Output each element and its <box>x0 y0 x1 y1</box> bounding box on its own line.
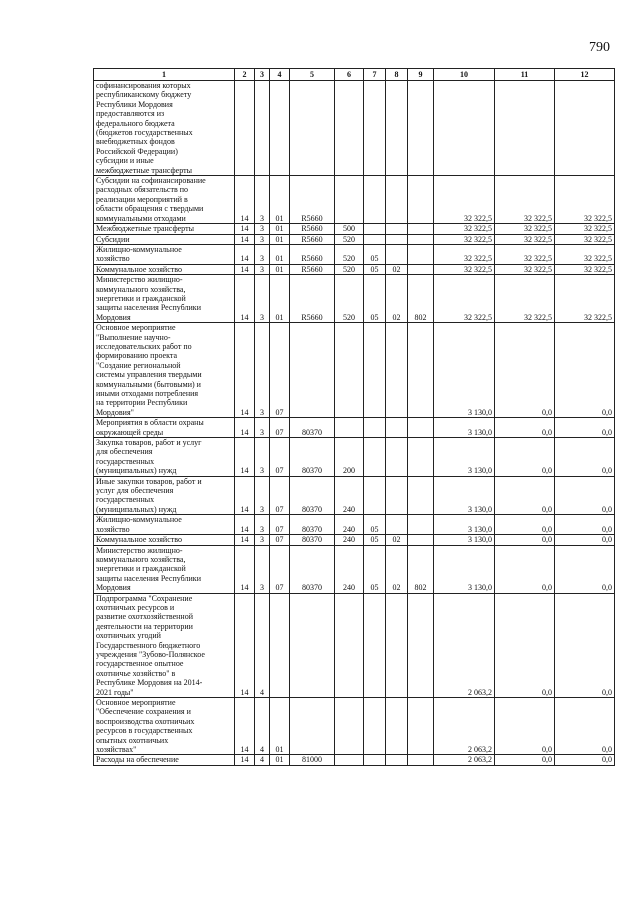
column-header: 3 <box>255 69 270 81</box>
table-cell: 0,0 <box>555 438 615 477</box>
row-name-cell: Министерство жилищно- коммунального хозяйства, энергетики и гражданской защиты населения Республики Мордовия <box>94 545 235 593</box>
table-cell: 32 322,5 <box>555 234 615 244</box>
table-cell: 0,0 <box>495 515 555 535</box>
table-cell: 05 <box>364 244 386 264</box>
table-cell: 3 <box>255 234 270 244</box>
table-row <box>94 81 615 176</box>
table-cell: 05 <box>364 515 386 535</box>
table-row <box>94 418 615 438</box>
table-row <box>94 264 615 274</box>
table-cell: R5660 <box>290 176 335 224</box>
table-cell <box>290 698 335 755</box>
table-cell <box>386 323 408 418</box>
table-cell <box>364 176 386 224</box>
table-cell <box>364 81 386 176</box>
table-cell: 0,0 <box>555 535 615 545</box>
table-cell: 01 <box>270 698 290 755</box>
table-cell: 14 <box>235 234 255 244</box>
table-cell: 802 <box>408 275 434 323</box>
column-header: 1 <box>94 69 235 81</box>
table-cell: 14 <box>235 418 255 438</box>
row-name-cell: Мероприятия в области охраны окружающей среды <box>94 418 235 438</box>
table-cell <box>335 755 364 765</box>
table-cell: 32 322,5 <box>555 275 615 323</box>
table-cell <box>335 323 364 418</box>
table-cell: 14 <box>235 476 255 515</box>
column-header: 4 <box>270 69 290 81</box>
table-cell <box>408 176 434 224</box>
table-cell <box>408 438 434 477</box>
table-cell <box>386 515 408 535</box>
table-cell <box>364 234 386 244</box>
row-name-cell: Министерство жилищно- коммунального хозяйства, энергетики и гражданской защиты населения Республики Мордовия <box>94 275 235 323</box>
table-cell: 07 <box>270 545 290 593</box>
table-cell: 520 <box>335 234 364 244</box>
table-cell: 3 <box>255 438 270 477</box>
table-cell <box>408 234 434 244</box>
table-cell: 3 <box>255 545 270 593</box>
table-cell: 32 322,5 <box>434 176 495 224</box>
table-cell: 02 <box>386 264 408 274</box>
table-cell: 32 322,5 <box>555 224 615 234</box>
row-name-cell: Жилищно-коммунальное хозяйство <box>94 244 235 264</box>
table-cell: 0,0 <box>555 545 615 593</box>
table-cell: 520 <box>335 244 364 264</box>
table-cell: 14 <box>235 593 255 697</box>
column-header: 11 <box>495 69 555 81</box>
table-cell <box>408 81 434 176</box>
table-cell: 07 <box>270 515 290 535</box>
table-cell: 2 063,2 <box>434 698 495 755</box>
table-cell: 3 <box>255 323 270 418</box>
table-cell <box>364 755 386 765</box>
table-cell <box>408 593 434 697</box>
table-cell: 3 <box>255 418 270 438</box>
table-cell <box>408 264 434 274</box>
table-cell: 0,0 <box>555 515 615 535</box>
row-name-cell: Субсидии на софинансирование расходных обязательств по реализации мероприятий в области обращения с твердыми коммунальными отходами <box>94 176 235 224</box>
column-header: 5 <box>290 69 335 81</box>
table-cell: 3 <box>255 476 270 515</box>
table-cell <box>408 476 434 515</box>
table-row <box>94 275 615 323</box>
table-cell: 520 <box>335 275 364 323</box>
table-cell <box>335 593 364 697</box>
table-row <box>94 224 615 234</box>
table-row <box>94 545 615 593</box>
table-cell <box>495 81 555 176</box>
table-cell <box>386 234 408 244</box>
table-cell: 80370 <box>290 515 335 535</box>
table-cell: 0,0 <box>495 755 555 765</box>
table-cell <box>408 698 434 755</box>
table-cell: 01 <box>270 264 290 274</box>
table-cell: 05 <box>364 545 386 593</box>
table-cell: 32 322,5 <box>495 224 555 234</box>
row-name-cell: Основное мероприятие "Обеспечение сохранения и воспроизводства охотничьих ресурсов в государственных опытных охотничьих хозяйствах" <box>94 698 235 755</box>
table-cell: 4 <box>255 755 270 765</box>
table-cell: 32 322,5 <box>495 176 555 224</box>
table-cell <box>555 81 615 176</box>
table-row <box>94 176 615 224</box>
page-number: 790 <box>589 40 610 55</box>
table-cell: 32 322,5 <box>495 234 555 244</box>
table-cell: 32 322,5 <box>434 234 495 244</box>
table-cell: 0,0 <box>555 698 615 755</box>
table-cell: 3 <box>255 535 270 545</box>
table-cell: 14 <box>235 698 255 755</box>
table-cell <box>335 418 364 438</box>
table-cell: 0,0 <box>495 593 555 697</box>
table-cell <box>335 81 364 176</box>
table-cell: 14 <box>235 535 255 545</box>
table-cell: 14 <box>235 545 255 593</box>
table-cell: 0,0 <box>495 323 555 418</box>
table-cell <box>364 224 386 234</box>
table-row <box>94 476 615 515</box>
table-cell: 0,0 <box>495 535 555 545</box>
table-cell: 3 130,0 <box>434 545 495 593</box>
table-cell: 0,0 <box>495 476 555 515</box>
table-cell: 3 130,0 <box>434 515 495 535</box>
table-cell: 07 <box>270 418 290 438</box>
table-cell <box>364 698 386 755</box>
table-cell: 14 <box>235 323 255 418</box>
table-cell <box>386 418 408 438</box>
table-cell: 05 <box>364 535 386 545</box>
table-cell: 0,0 <box>555 323 615 418</box>
table-cell: 32 322,5 <box>495 275 555 323</box>
table-row <box>94 515 615 535</box>
column-header: 8 <box>386 69 408 81</box>
table-cell: 0,0 <box>555 476 615 515</box>
table-cell <box>408 535 434 545</box>
table-cell <box>408 244 434 264</box>
table-cell: 01 <box>270 275 290 323</box>
table-cell: 3 <box>255 244 270 264</box>
table-cell <box>270 593 290 697</box>
row-name-cell: Закупка товаров, работ и услуг для обеспечения государственных (муниципальных) нужд <box>94 438 235 477</box>
row-name-cell: Коммунальное хозяйство <box>94 264 235 274</box>
table-cell: 0,0 <box>555 755 615 765</box>
table-cell <box>386 176 408 224</box>
table-cell <box>364 323 386 418</box>
table-cell: 802 <box>408 545 434 593</box>
row-name-cell: Основное мероприятие "Выполнение научно- исследовательских работ по формированию проекта "Создание региональной системы управления твердыми коммунальными (бытовыми) и иными отходами потребления на территории Республики Мордовия" <box>94 323 235 418</box>
table-cell: 80370 <box>290 418 335 438</box>
column-header: 7 <box>364 69 386 81</box>
table-cell <box>364 476 386 515</box>
table-cell <box>290 81 335 176</box>
table-row <box>94 698 615 755</box>
table-cell: 240 <box>335 535 364 545</box>
table-cell: 80370 <box>290 476 335 515</box>
row-name-cell: Субсидии <box>94 234 235 244</box>
table-cell <box>386 81 408 176</box>
table-cell: 3 <box>255 264 270 274</box>
table-cell: 32 322,5 <box>434 275 495 323</box>
table-cell: 14 <box>235 244 255 264</box>
table-cell: 14 <box>235 224 255 234</box>
header-row <box>94 69 615 81</box>
table-cell: 01 <box>270 755 290 765</box>
table-cell: 01 <box>270 234 290 244</box>
table-cell: 3 130,0 <box>434 438 495 477</box>
table-cell <box>386 476 408 515</box>
table-row <box>94 234 615 244</box>
table-row <box>94 593 615 697</box>
table-cell: R5660 <box>290 244 335 264</box>
table-cell: 02 <box>386 545 408 593</box>
table-cell: 80370 <box>290 545 335 593</box>
table-cell: R5660 <box>290 275 335 323</box>
table-cell: 240 <box>335 515 364 535</box>
table-cell: 07 <box>270 323 290 418</box>
table-cell: 01 <box>270 244 290 264</box>
table-cell: 2 063,2 <box>434 593 495 697</box>
table-cell <box>235 81 255 176</box>
table-cell: 07 <box>270 438 290 477</box>
table-cell <box>386 698 408 755</box>
row-name-cell: Иные закупки товаров, работ и услуг для обеспечения государственных (муниципальных) нужд <box>94 476 235 515</box>
table-row <box>94 244 615 264</box>
table-cell: 14 <box>235 176 255 224</box>
column-header: 10 <box>434 69 495 81</box>
table-cell: 0,0 <box>495 545 555 593</box>
table-cell: 3 130,0 <box>434 535 495 545</box>
table-cell <box>434 81 495 176</box>
table-cell <box>408 515 434 535</box>
table-cell: 4 <box>255 593 270 697</box>
table-cell: 3 <box>255 275 270 323</box>
table-cell: 240 <box>335 476 364 515</box>
table-cell <box>364 418 386 438</box>
table-cell: 3 130,0 <box>434 418 495 438</box>
table-cell <box>386 755 408 765</box>
table-cell: 32 322,5 <box>434 264 495 274</box>
budget-table <box>93 68 615 766</box>
table-cell: 32 322,5 <box>555 176 615 224</box>
table-cell <box>386 593 408 697</box>
table-cell: R5660 <box>290 224 335 234</box>
row-name-cell: Подпрограмма "Сохранение охотничьих ресурсов и развитие охотхозяйственной деятельности на территории охотничьих угодий Государственного бюджетного учреждения "Зубово-Полянское государственное опытное охотничье хозяйство" в Республике Мордовия на 2014- 2021 годы" <box>94 593 235 697</box>
column-header: 6 <box>335 69 364 81</box>
row-name-cell: Жилищно-коммунальное хозяйство <box>94 515 235 535</box>
table-row <box>94 323 615 418</box>
table-cell: 01 <box>270 176 290 224</box>
table-cell <box>408 418 434 438</box>
table-cell: 3 130,0 <box>434 476 495 515</box>
table-cell: 80370 <box>290 438 335 477</box>
column-header: 2 <box>235 69 255 81</box>
table-cell <box>386 438 408 477</box>
row-name-cell: Межбюджетные трансферты <box>94 224 235 234</box>
table-cell: 80370 <box>290 535 335 545</box>
table-cell: 0,0 <box>495 438 555 477</box>
table-cell: 07 <box>270 535 290 545</box>
table-cell: 500 <box>335 224 364 234</box>
table-cell: 32 322,5 <box>495 264 555 274</box>
table-cell: R5660 <box>290 234 335 244</box>
table-cell: 32 322,5 <box>434 244 495 264</box>
table-cell: 520 <box>335 264 364 274</box>
table-cell: 32 322,5 <box>434 224 495 234</box>
table-cell <box>335 698 364 755</box>
table-cell: 2 063,2 <box>434 755 495 765</box>
table-cell: 200 <box>335 438 364 477</box>
table-row <box>94 755 615 765</box>
table-cell: 240 <box>335 545 364 593</box>
table-row <box>94 535 615 545</box>
table-cell: 05 <box>364 275 386 323</box>
column-header: 9 <box>408 69 434 81</box>
table-cell: 0,0 <box>495 418 555 438</box>
column-header: 12 <box>555 69 615 81</box>
table-cell: 32 322,5 <box>555 264 615 274</box>
table-cell: 07 <box>270 476 290 515</box>
table-cell <box>290 323 335 418</box>
table-cell: 02 <box>386 535 408 545</box>
table-cell <box>255 81 270 176</box>
table-cell: R5660 <box>290 264 335 274</box>
table-cell: 0,0 <box>495 698 555 755</box>
table-body <box>94 81 615 766</box>
table-cell: 0,0 <box>555 593 615 697</box>
table-cell: 3 130,0 <box>434 323 495 418</box>
row-name-cell: софинансирования которых республиканскому бюджету Республики Мордовия предоставляются из федерального бюджета (бюджетов государственных внебюджетных фондов Российской Федерации) субсидии и иные межбюджетные трансферты <box>94 81 235 176</box>
table-cell <box>364 593 386 697</box>
table-cell: 14 <box>235 515 255 535</box>
table-cell: 14 <box>235 755 255 765</box>
table-cell: 4 <box>255 698 270 755</box>
table-cell <box>364 438 386 477</box>
table-cell: 3 <box>255 224 270 234</box>
table-cell <box>408 323 434 418</box>
table-row <box>94 438 615 477</box>
table-cell: 01 <box>270 224 290 234</box>
table-cell: 81000 <box>290 755 335 765</box>
table-cell <box>408 755 434 765</box>
table-cell: 0,0 <box>555 418 615 438</box>
table-cell <box>270 81 290 176</box>
table-cell <box>408 224 434 234</box>
table-cell <box>386 224 408 234</box>
row-name-cell: Коммунальное хозяйство <box>94 535 235 545</box>
row-name-cell: Расходы на обеспечение <box>94 755 235 765</box>
table-cell: 14 <box>235 438 255 477</box>
table-cell: 05 <box>364 264 386 274</box>
table-cell: 14 <box>235 264 255 274</box>
table-cell: 3 <box>255 176 270 224</box>
table-cell: 32 322,5 <box>495 244 555 264</box>
table-cell: 02 <box>386 275 408 323</box>
table-cell: 14 <box>235 275 255 323</box>
table-cell: 32 322,5 <box>555 244 615 264</box>
table-cell <box>386 244 408 264</box>
table-cell <box>290 593 335 697</box>
table-cell: 3 <box>255 515 270 535</box>
table-cell <box>335 176 364 224</box>
